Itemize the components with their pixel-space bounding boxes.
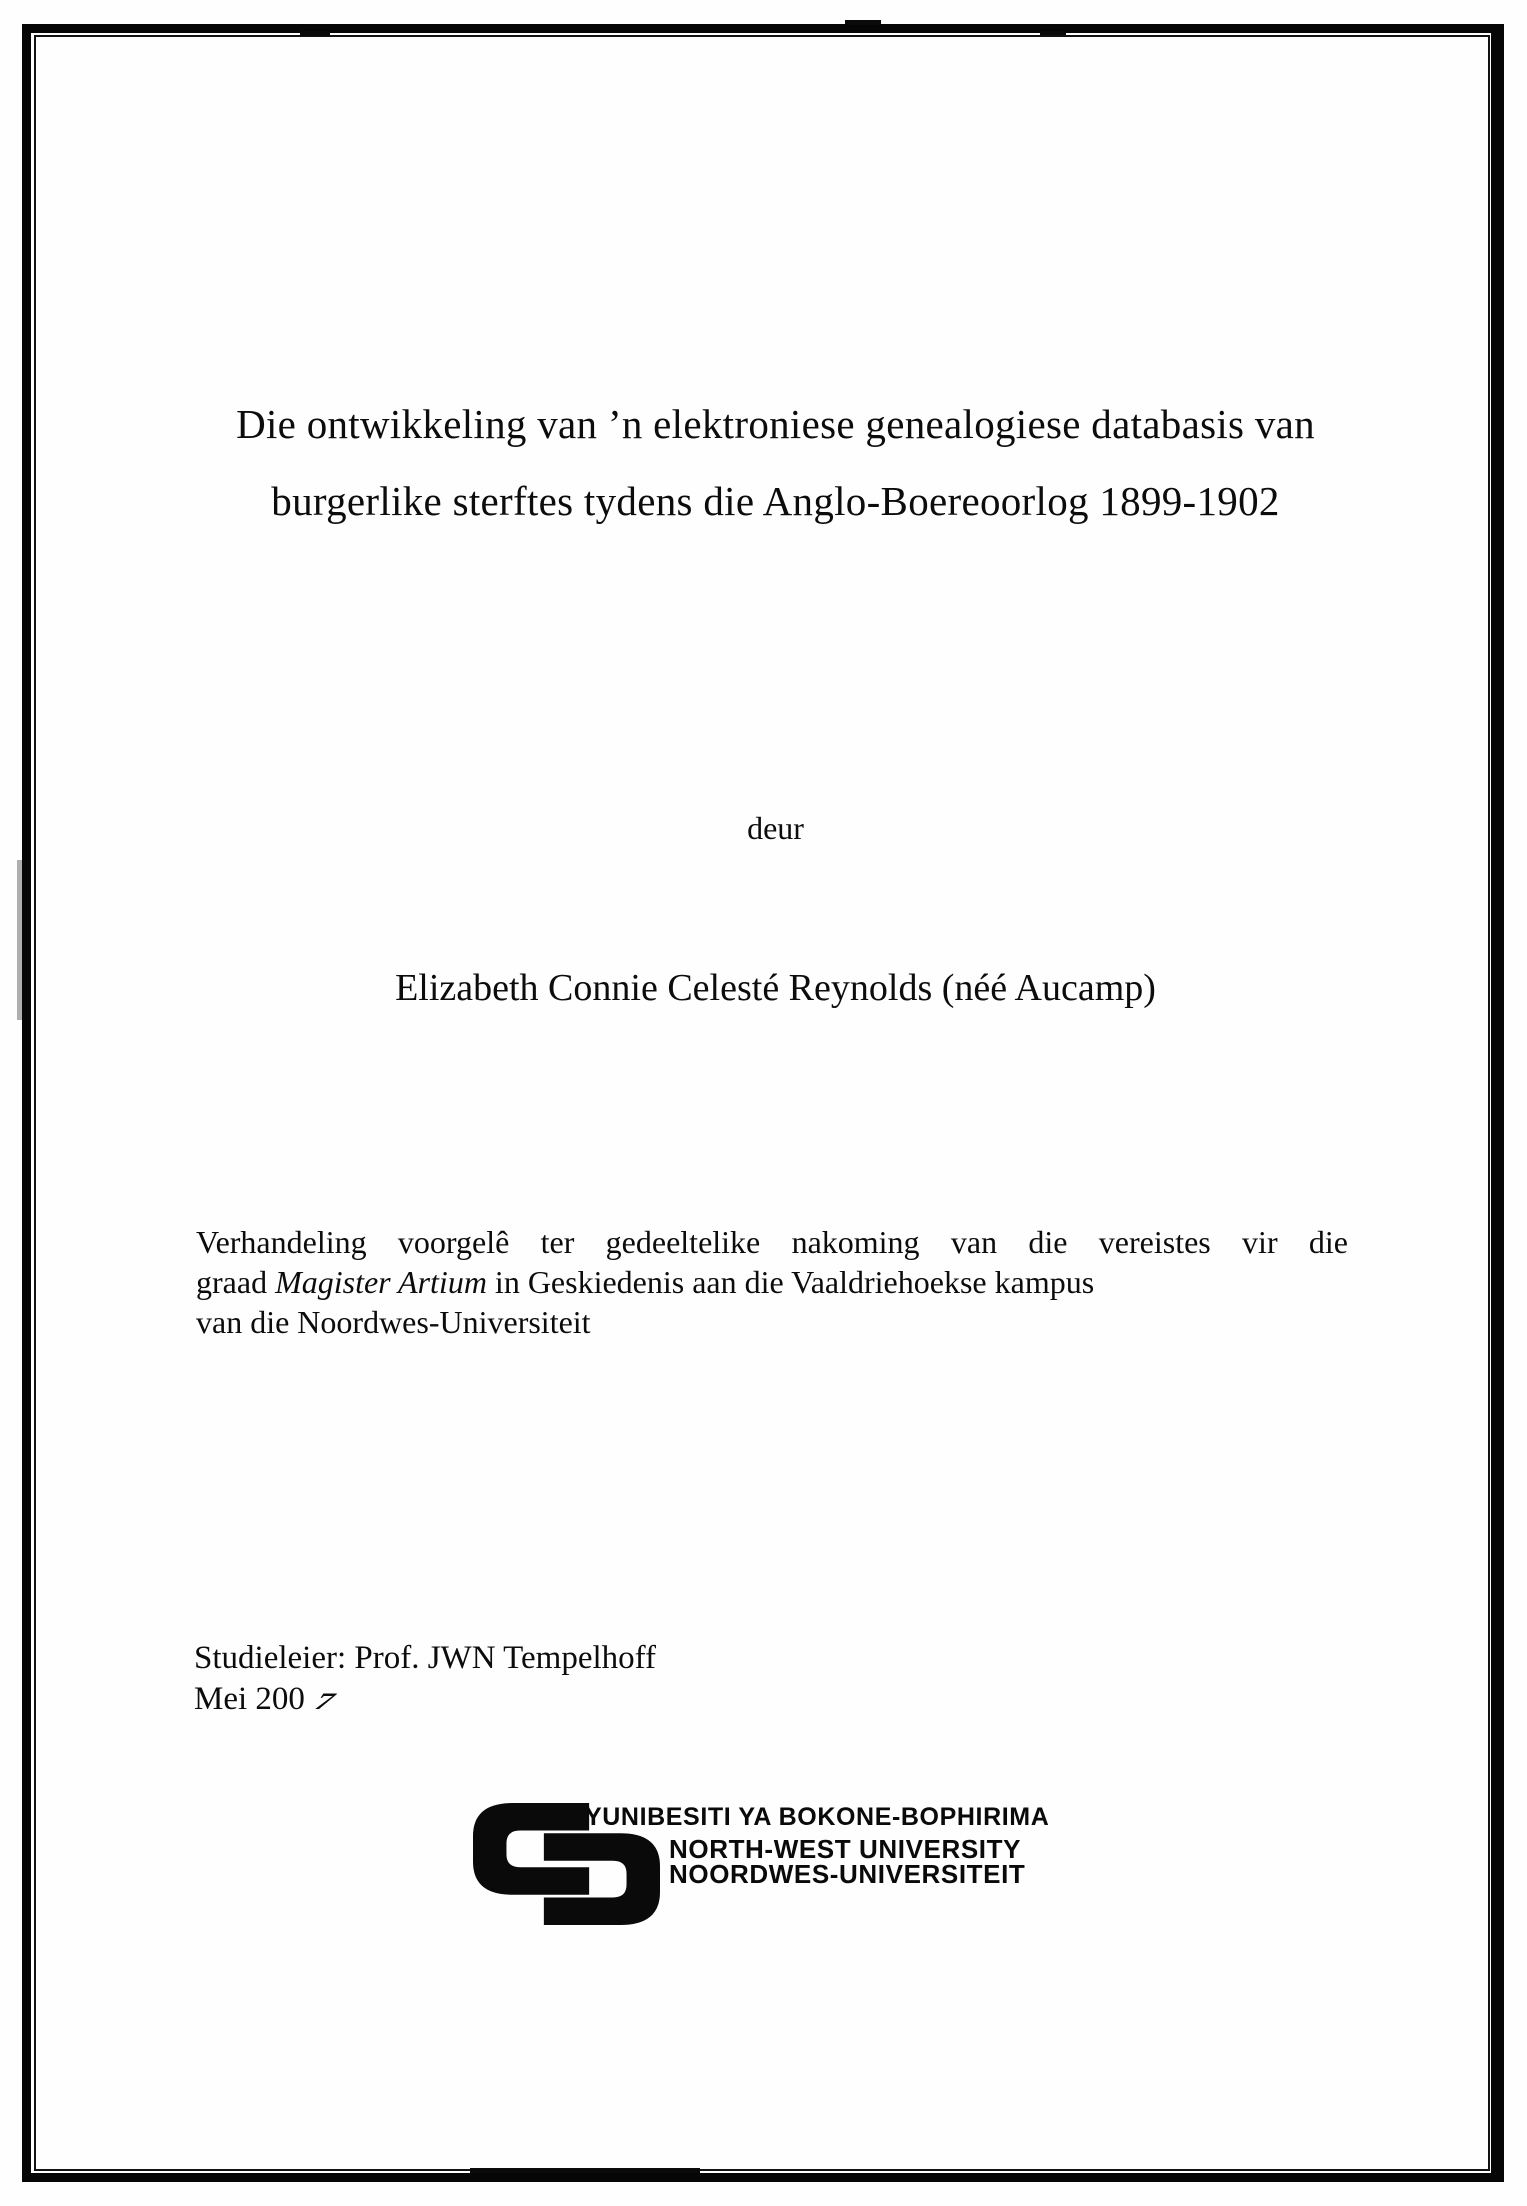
submission-statement [196,1222,1348,1342]
author-name: Elizabeth Connie Celesté Reynolds (néé Aucamp) [395,967,1156,1009]
university-logo [473,1803,1093,1933]
statement-degree-name: Magister Artium [275,1264,487,1300]
statement-degree-suffix: in Geskiedenis aan die Vaaldriehoekse kampus [486,1264,1095,1300]
footer-block [194,1638,656,1720]
scan-artifact [17,860,22,1020]
date-prefix: Mei 200 [194,1681,305,1717]
logo-text-english: NORTH-WEST UNIVERSITY [669,1834,1022,1864]
byline-deur: deur [747,810,804,846]
scan-artifact [845,20,881,25]
supervisor-line: Studieleier: Prof. JWN Tempelhoff [194,1640,657,1676]
scan-artifact [1040,31,1066,35]
scan-artifact [300,31,330,36]
submission-statement-line2 [196,1262,1348,1302]
date-line [194,1679,656,1720]
logo-text-setswana: YUNIBESITI YA BOKONE-BOPHIRIMA [585,1803,1050,1831]
date-last-digit: 7 [308,1689,341,1715]
thesis-title-line1: Die ontwikkeling van ’n elektroniese genealogiese databasis van [236,401,1315,447]
statement-degree-prefix: graad [196,1264,276,1300]
submission-statement-line3: van die Noordwes-Universiteit [196,1304,591,1340]
logo-text-afrikaans: NOORDWES-UNIVERSITEIT [669,1859,1026,1889]
scan-artifact [470,2168,700,2173]
submission-statement-line1: Verhandeling voorgelê ter gedeeltelike nakoming van die vereistes vir die [196,1224,1348,1260]
thesis-title-line2: burgerlike sterftes tydens die Anglo-Boereoorlog 1899-1902 [271,478,1280,524]
